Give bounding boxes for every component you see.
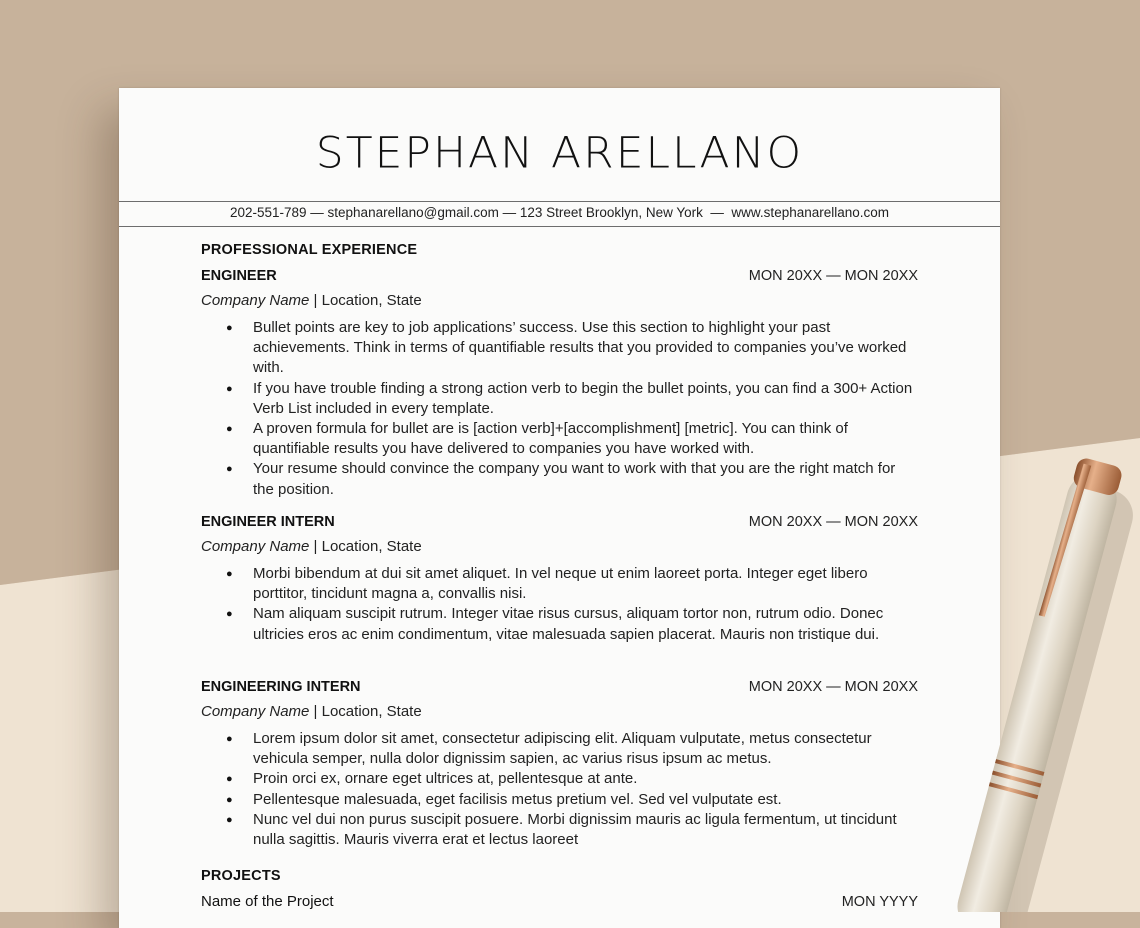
project-name: Name of the Project [201, 893, 334, 910]
bullet-item: ● Bullet points are key to job applications’ success. Use this section to highlight your past achievements. Think in terms of quantifiable results that you provided to companies you’ve worked with. [201, 318, 913, 379]
project-date: MON YYYY [841, 894, 918, 910]
job-dates: MON 20XX — MON 20XX [748, 268, 918, 284]
job-title: ENGINEER [201, 268, 277, 284]
bullet-item: ● Nam aliquam suscipit rutrum. Integer vitae risus cursus, aliquam tortor non, rutrum odio. Donec ultricies eros ac enim condimentum, vitae malesuada sapien placerat. Mauris non tristique dui. [201, 604, 913, 644]
bullet-item: ● Lorem ipsum dolor sit amet, consectetur adipiscing elit. Aliquam vulputate, metus consectetur vehicula semper, nulla dolor dignissim sapien, ac varius risus ipsum ac metus. [201, 729, 913, 769]
section-heading-projects: PROJECTS [201, 868, 281, 884]
company-name: Company Name [201, 703, 310, 720]
job-title: ENGINEERING INTERN [201, 679, 361, 695]
resume-name: STEPHAN ARELLANO [315, 128, 804, 179]
bullet-item: ● Nunc vel dui non purus suscipit posuere. Morbi dignissim mauris ac ligula fermentum, ut tincidunt nulla sagittis. Mauris viverra erat et lectus laoreet [201, 810, 913, 850]
company-name: Company Name [201, 292, 310, 309]
job-title: ENGINEER INTERN [201, 514, 335, 530]
bullet-item: ● If you have trouble finding a strong action verb to begin the bullet points, you can find a 300+ Action Verb List included in every template. [201, 379, 913, 419]
bullet-item: ● Proin orci ex, ornare eget ultrices at, pellentesque at ante. [201, 769, 913, 789]
company-location: | Location, State [309, 292, 422, 309]
bullet-item: ● Pellentesque malesuada, eget facilisis metus pretium vel. Sed vel vulputate est. [201, 790, 913, 810]
job-dates: MON 20XX — MON 20XX [748, 679, 918, 695]
bullet-item: ● Morbi bibendum at dui sit amet aliquet. In vel neque ut enim laoreet porta. Integer eget libero porttitor, tincidunt magna a, convallis nisi. [201, 564, 913, 604]
job-dates: MON 20XX — MON 20XX [748, 514, 918, 530]
contact-line: 202-551-789 — stephanarellano@gmail.com — 123 Street Brooklyn, New York — www.stephanarellano.com [229, 205, 890, 220]
section-heading-experience: PROFESSIONAL EXPERIENCE [201, 242, 418, 258]
company-name: Company Name [201, 538, 310, 555]
company-location: | Location, State [309, 538, 422, 555]
bullet-item: ● Your resume should convince the company you want to work with that you are the right match for the position. [201, 459, 913, 499]
bullet-item: ● A proven formula for bullet are is [action verb]+[accomplishment] [metric]. You can think of quantifiable results you have delivered to companies you have worked with. [201, 419, 913, 459]
company-location: | Location, State [309, 703, 422, 720]
